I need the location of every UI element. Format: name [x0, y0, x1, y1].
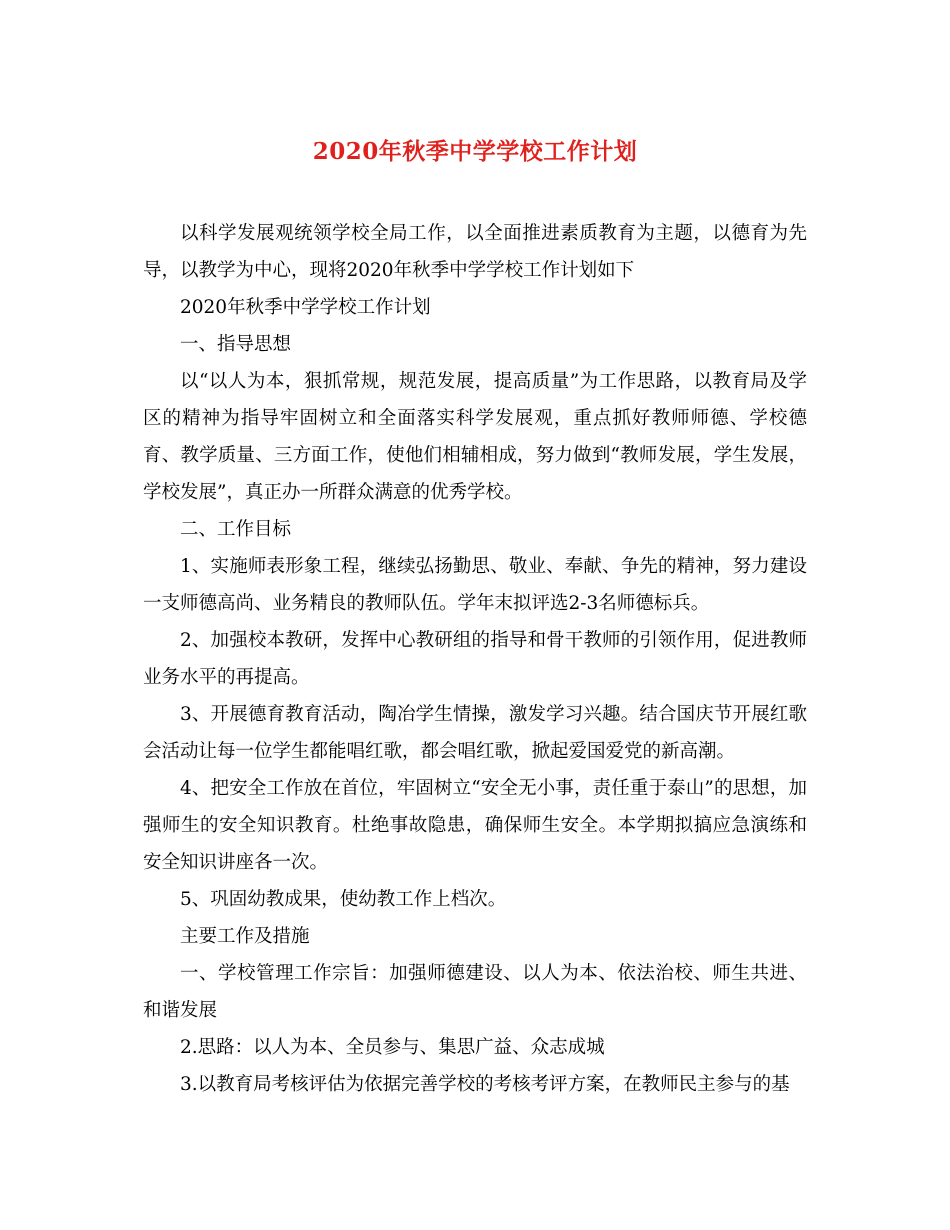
paragraph-goal-2: 2、加强校本教研，发挥中心教研组的指导和骨干教师的引领作用，促进教师业务水平的再提高。	[143, 630, 807, 688]
paragraph-approach: 2.思路：以人为本、全员参与、集思广益、众志成城	[180, 1037, 605, 1058]
paragraph-goal-5: 5、巩固幼教成果，使幼教工作上档次。	[180, 889, 507, 910]
paragraph-plan-heading: 2020年秋季中学学校工作计划	[180, 297, 431, 318]
paragraph-guiding-ideology: 以“以人为本，狠抓常规，规范发展，提高质量”为工作思路，以教育局及学区的精神为指导牢固树立和全面落实科学发展观，重点抓好教师师德、学校德育、教学质量、三方面工作，使他们相辅相成，努力做到“教师发展，学生发展，学校发展”，真正办一所群众满意的优秀学校。	[143, 371, 807, 503]
section-heading-work-goals: 二、工作目标	[180, 519, 292, 540]
paragraph-goal-3: 3、开展德育教育活动，陶冶学生情操，激发学习兴趣。结合国庆节开展红歌会活动让每一位学生都能唱红歌，都会唱红歌，掀起爱国爱党的新高潮。	[143, 704, 807, 762]
paragraph-goal-1: 1、实施师表形象工程，继续弘扬勤思、敬业、奉献、争先的精神，努力建设一支师德高尚、业务精良的教师队伍。学年末拟评选2-3名师德标兵。	[143, 556, 807, 614]
paragraph-management-purpose: 一、学校管理工作宗旨：加强师德建设、以人为本、依法治校、师生共进、和谐发展	[143, 963, 807, 1021]
paragraph-assessment: 3.以教育局考核评估为依据完善学校的考核考评方案，在教师民主参与的基	[180, 1074, 790, 1095]
document-title: 2020年秋季中学学校工作计划	[312, 138, 638, 165]
section-heading-guiding-ideology: 一、指导思想	[180, 334, 292, 355]
section-heading-main-work: 主要工作及措施	[180, 926, 310, 947]
paragraph-goal-4: 4、把安全工作放在首位，牢固树立“安全无小事，责任重于泰山”的思想，加强师生的安全知识教育。杜绝事故隐患，确保师生安全。本学期拟搞应急演练和安全知识讲座各一次。	[143, 778, 807, 873]
paragraph-intro: 以科学发展观统领学校全局工作，以全面推进素质教育为主题，以德育为先导，以教学为中心，现将2020年秋季中学学校工作计划如下	[143, 223, 807, 281]
document-body	[143, 215, 807, 1103]
